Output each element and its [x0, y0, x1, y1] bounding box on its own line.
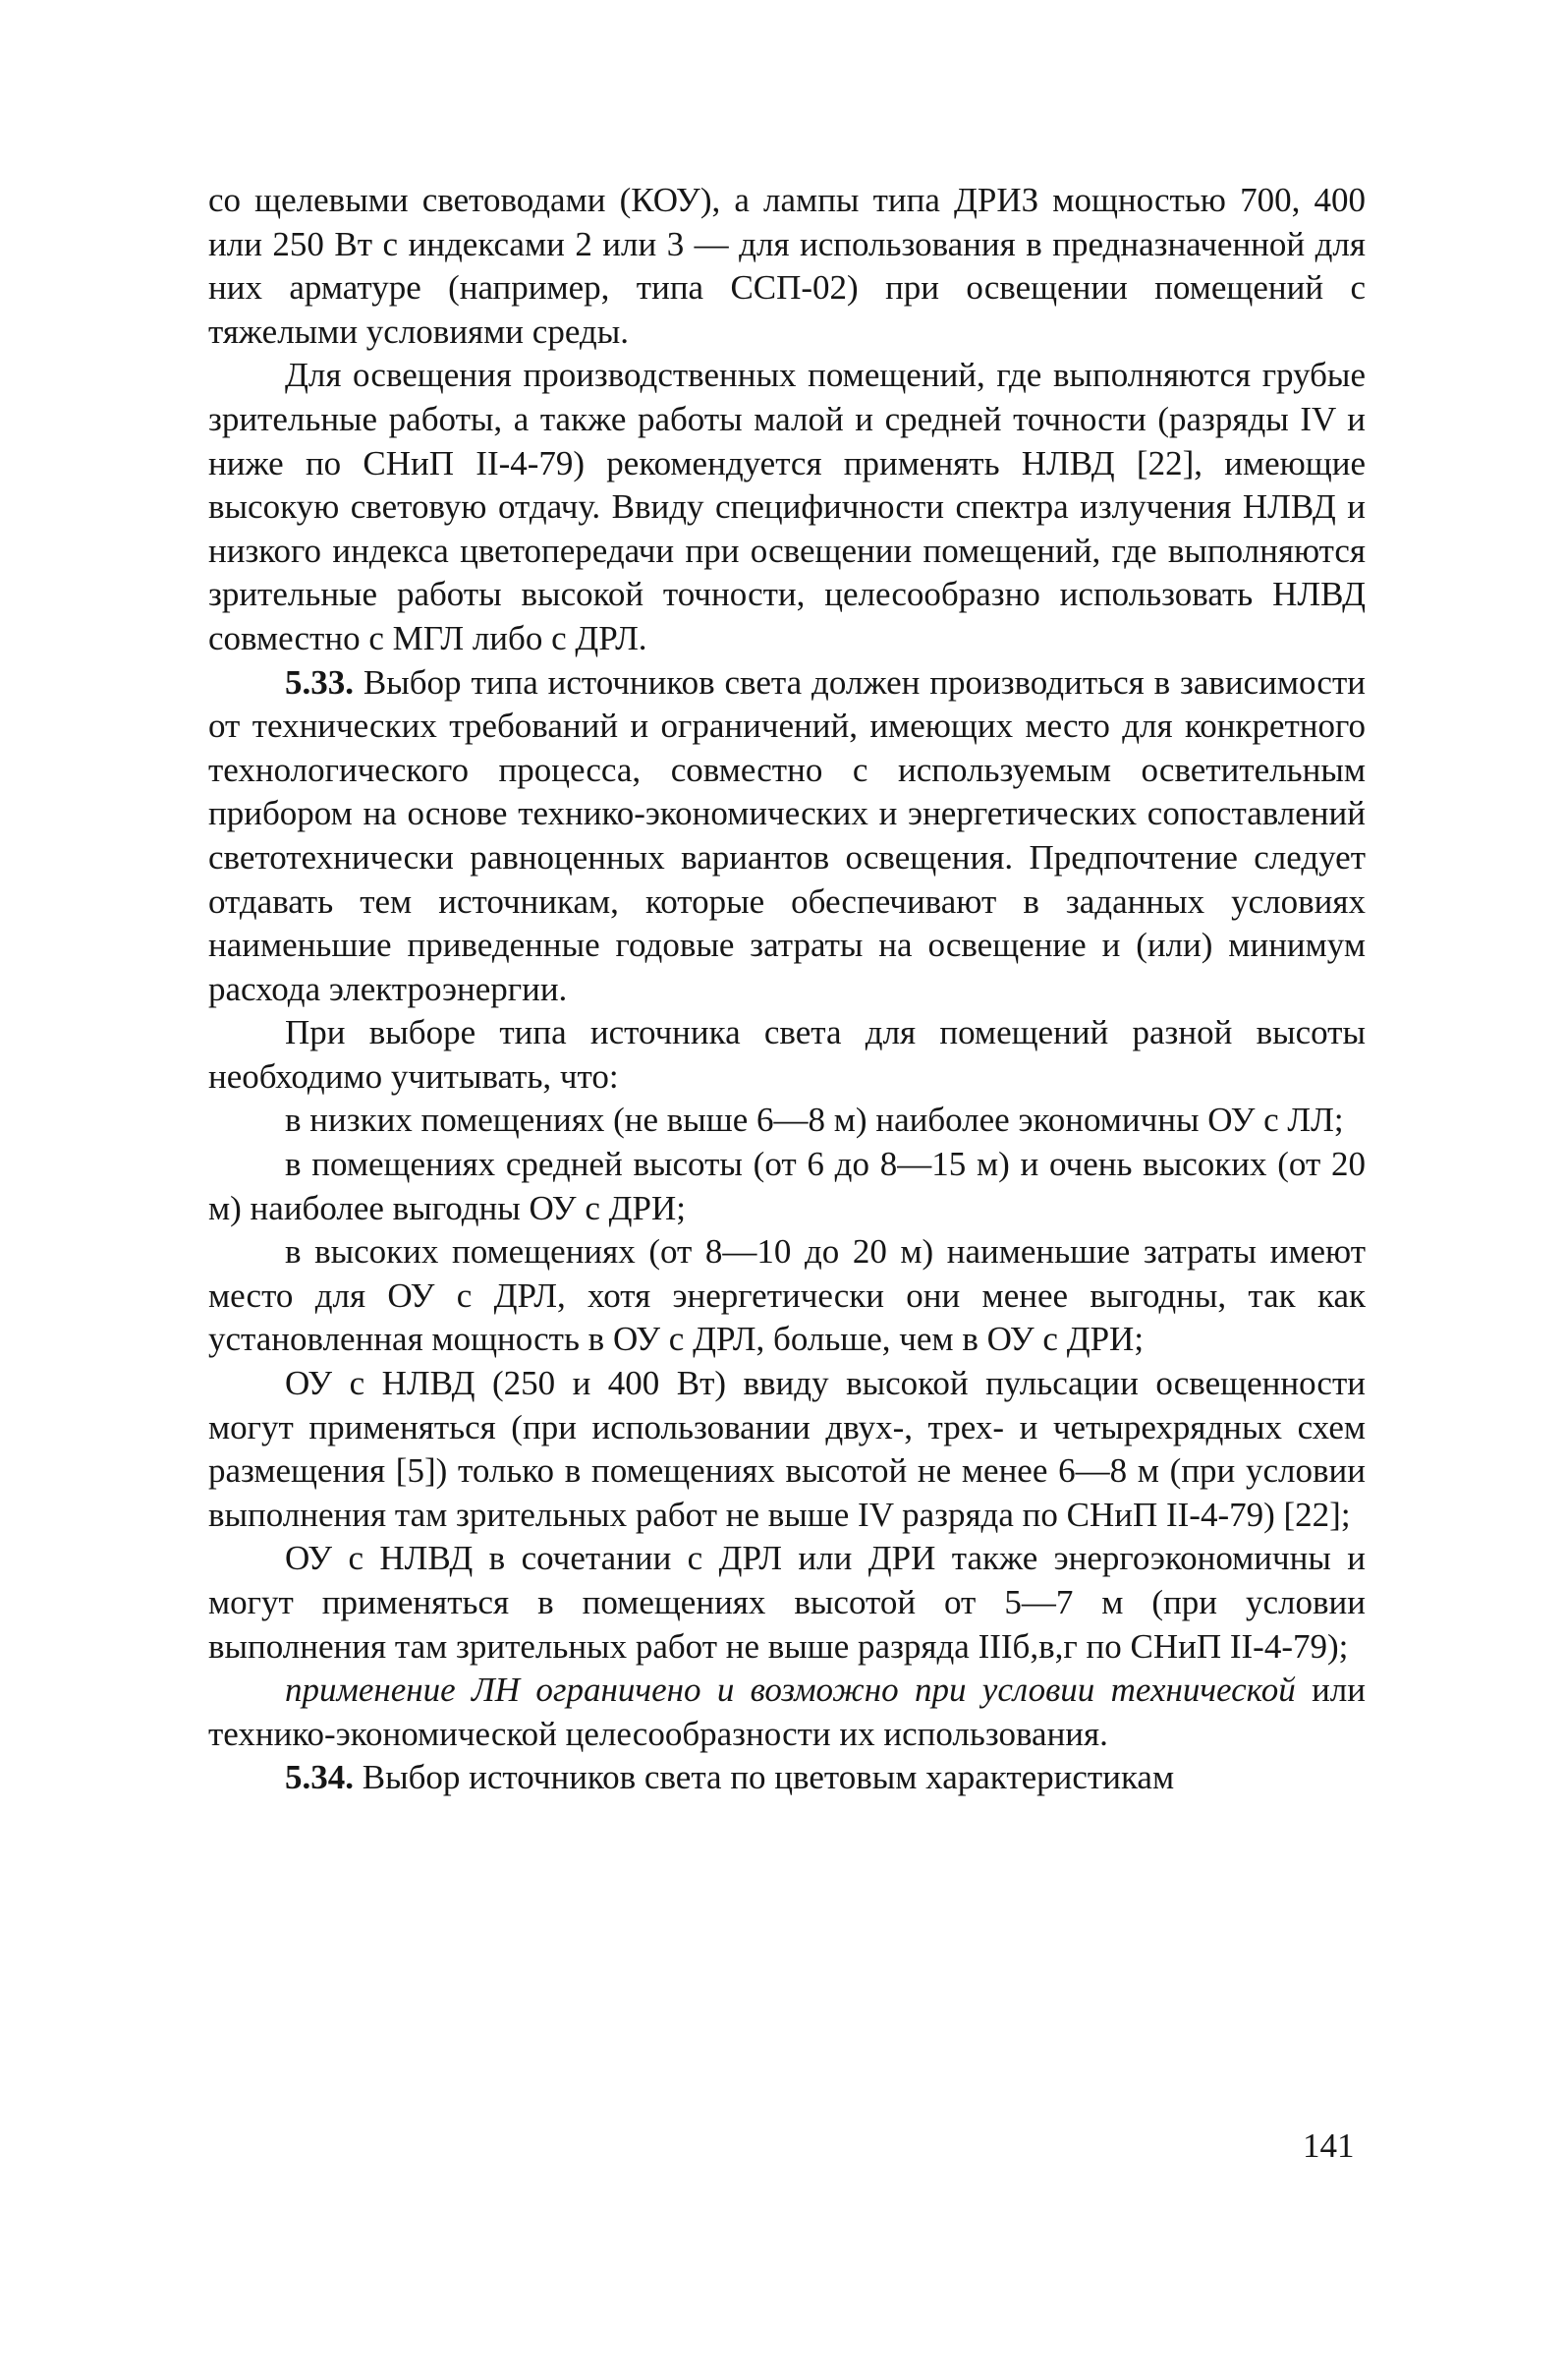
section-text: Выбор типа источников света должен производиться в зависимости от технических требований и ограничений, имеющих место для конкретного технологического процесса, совместно с используемым осветительным прибором на основе технико-экономических и энергетических сопоставлений светотехнически равноценных вариантов освещения. Предпочтение следует отдавать тем источникам, которые обеспечивают в заданных условиях наименьшие приведенные годовые затраты на освещение и (или) минимум расхода электроэнергии. — [208, 662, 1366, 1008]
italic-lead: применение ЛН ограничено и возможно при условии технической — [285, 1671, 1296, 1710]
page-body — [208, 179, 1366, 1800]
list-item-high-rooms: в высоких помещениях (от 8—10 до 20 м) наименьшие затраты имеют место для ОУ с ДРЛ, хотя энергетически они менее выгодны, так как установленная мощность в ОУ с ДРЛ, больше, чем в ОУ с ДРИ; — [208, 1232, 1366, 1359]
section-number: 5.33. — [285, 662, 354, 702]
list-item-medium-rooms: в помещениях средней высоты (от 6 до 8—15 м) и очень высоких (от 20 м) наиболее выгодны ОУ с ДРИ; — [208, 1145, 1366, 1227]
section-text: Выбор источников света по цветовым характеристикам — [362, 1758, 1175, 1797]
list-item-low-rooms: в низких помещениях (не выше 6—8 м) наиболее экономичны ОУ с ЛЛ; — [285, 1101, 1344, 1140]
paragraph-room-height-intro: При выборе типа источника света для помещений разной высоты необходимо учитывать, что: — [208, 1013, 1366, 1096]
list-item-nlvd-pulsation: ОУ с НЛВД (250 и 400 Вт) ввиду высокой пульсации освещенности могут применяться (при использовании двух-, трех- и четырехрядных схем размещения [5]) только в помещениях высотой не менее 6—8 м (при условии выполнения там зрительных работ не выше IV разряда по СНиП II-4-79) [22]; — [208, 1364, 1366, 1534]
paragraph-nlvd-recommendation: Для освещения производственных помещений, где выполняются грубые зрительные работы, а также работы малой и средней точности (разряды IV и ниже по СНиП II-4-79) рекомендуется применять НЛВД [22], имеющие высокую световую отдачу. Ввиду специфичности спектра излучения НЛВД и низкого индекса цветопередачи при освещении помещений, где выполняются зрительные работы высокой точности, целесообразно использовать НЛВД совместно с МГЛ либо с ДРЛ. — [208, 356, 1366, 657]
paragraph-continuation: со щелевыми световодами (КОУ), а лампы типа ДРИЗ мощностью 700, 400 или 250 Вт с индексами 2 или 3 — для использования в предназначенной для них арматуре (например, типа ССП-02) при освещении помещений с тяжелыми условиями среды. — [208, 181, 1366, 351]
list-item-text: или технико-экономической целесообразности их использования. — [208, 1671, 1366, 1753]
page-number: 141 — [1303, 2126, 1355, 2165]
list-item-nlvd-combination: ОУ с НЛВД в сочетании с ДРЛ или ДРИ также энергоэкономичны и могут применяться в помещениях высотой от 5—7 м (при условии выполнения там зрительных работ не выше разряда IIIб,в,г по СНиП II-4-79); — [208, 1539, 1366, 1666]
section-5-34 — [208, 1756, 1366, 1800]
list-item-incandescent — [208, 1669, 1366, 1756]
section-number: 5.34. — [285, 1758, 354, 1797]
section-5-33 — [208, 661, 1366, 1012]
